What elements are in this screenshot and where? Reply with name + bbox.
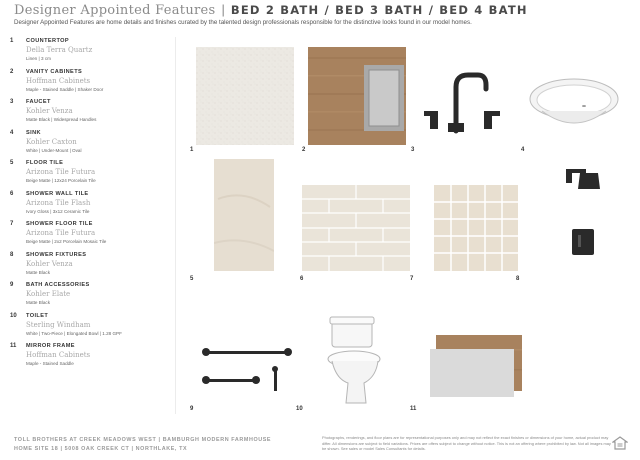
spec-category: FLOOR TILE <box>26 160 64 166</box>
page-subtitle: Designer Appointed Features are home details and finishes curated by the talented design professionals responsible for the distinctive looks found in our model homes. <box>14 19 472 26</box>
spec-item <box>10 282 160 313</box>
toilet-image <box>326 315 384 407</box>
item-number: 8 <box>516 276 520 282</box>
page-header <box>14 2 634 28</box>
spec-item <box>10 343 160 374</box>
item-number: 2 <box>302 147 306 153</box>
item-number: 6 <box>300 276 304 282</box>
spec-product: Sterling Windham <box>26 320 91 329</box>
item-number: 10 <box>296 406 303 412</box>
spec-product: Kohler Venza <box>26 259 73 268</box>
item-number: 3 <box>411 147 415 153</box>
spec-number: 6 <box>10 190 14 197</box>
spec-number: 3 <box>10 99 14 105</box>
spec-item <box>10 38 160 69</box>
spec-details: White | Two-Piece | Elongated Bowl | 1.28 GPF <box>26 330 122 336</box>
spec-details: Matte Black | Widespread Handles <box>26 117 97 122</box>
spec-item <box>10 69 160 100</box>
spec-product: Hoffman Cabinets <box>26 76 91 85</box>
countertop-swatch <box>196 47 294 145</box>
spec-category: SHOWER WALL TILE <box>26 190 89 197</box>
spec-category: FAUCET <box>26 99 51 105</box>
mirror-frame-swatch <box>430 335 522 397</box>
spec-item <box>10 313 160 344</box>
equal-housing-icon <box>612 436 628 455</box>
spec-details: Linen | 3 cm <box>26 56 51 61</box>
spec-number: 5 <box>10 160 14 166</box>
sink-image <box>528 75 620 135</box>
shower-fixtures-image <box>556 163 604 275</box>
spec-category: COUNTERTOP <box>26 38 70 44</box>
community-line: TOLL BROTHERS AT CREEK MEADOWS WEST | BAMBURGH MODERN FARMHOUSE <box>14 437 272 443</box>
spec-product: Kohler Venza <box>26 107 73 115</box>
spec-category: TOILET <box>26 312 49 319</box>
spec-details: Beige Matte | 2x2 Porcelain Mosaic Tile <box>26 239 107 244</box>
item-number: 7 <box>410 276 414 282</box>
item-number: 9 <box>190 406 194 412</box>
title-separator: | <box>221 2 225 17</box>
spec-details: White | Under-Mount | Oval <box>26 147 82 153</box>
spec-item <box>10 221 160 252</box>
spec-item <box>10 160 160 191</box>
spec-item <box>10 191 160 222</box>
spec-category: MIRROR FRAME <box>26 343 75 349</box>
community-info <box>14 436 271 454</box>
spec-category: SHOWER FLOOR TILE <box>26 221 93 227</box>
spec-product: Arizona Tile Futura <box>26 229 96 237</box>
spec-product: Kohler Caxton <box>26 137 77 146</box>
spec-number: 2 <box>10 68 14 75</box>
spec-category: SINK <box>26 129 41 136</box>
spec-details: Matte Black <box>26 269 50 275</box>
spec-number: 7 <box>10 221 14 227</box>
spec-list <box>10 38 160 374</box>
spec-product: Della Terra Quartz <box>26 46 93 54</box>
floor-tile-swatch <box>214 159 274 271</box>
spec-number: 4 <box>10 129 14 136</box>
faucet-image <box>424 57 504 137</box>
page-title: Designer Appointed Features <box>14 3 216 18</box>
bath-accessories-image <box>198 337 298 397</box>
title-row <box>14 2 634 18</box>
vanity-cabinet-swatch <box>308 47 406 145</box>
spec-product: Arizona Tile Futura <box>26 168 96 176</box>
spec-product: Hoffman Cabinets <box>26 351 91 359</box>
spec-item <box>10 130 160 161</box>
spec-details: Maple - Stained Saddle <box>26 361 74 366</box>
item-number: 1 <box>190 147 194 153</box>
spec-details: Ivory Gloss | 3x12 Ceramic Tile <box>26 208 90 214</box>
spec-number: 8 <box>10 251 14 258</box>
spec-category: SHOWER FIXTURES <box>26 251 87 258</box>
spec-number: 11 <box>10 343 17 349</box>
spec-number: 1 <box>10 38 14 44</box>
spec-category: VANITY CABINETS <box>26 68 83 75</box>
room-list: BED 2 BATH / BED 3 BATH / BED 4 BATH <box>230 3 528 17</box>
spec-category: BATH ACCESSORIES <box>26 282 90 288</box>
spec-details: Matte Black <box>26 300 50 305</box>
spec-product: Kohler Elate <box>26 290 71 298</box>
spec-product: Arizona Tile Flash <box>26 198 91 207</box>
spec-item <box>10 99 160 130</box>
spec-number: 9 <box>10 282 14 288</box>
spec-item <box>10 252 160 283</box>
spec-details: Maple - Stained Saddle | Shaker Door <box>26 86 104 92</box>
shower-floor-tile-swatch <box>434 185 518 271</box>
item-number: 4 <box>521 147 525 153</box>
disclaimer: Photographs, renderings, and floor plans are for representational purposes only and may not reflect the exact finishes or dimensions of your home, actual product may differ. All dimensions are subject to field variations. Prices are offers subject to change without notice. This is not an offering where prohibited by law. Not all images may be shown. See sales or model Sales Consultants for details. <box>322 435 611 451</box>
product-board <box>175 37 631 414</box>
item-number: 5 <box>190 276 194 282</box>
item-number: 11 <box>410 406 417 412</box>
spec-number: 10 <box>10 312 17 319</box>
spec-details: Beige Matte | 12x24 Porcelain Tile <box>26 178 96 183</box>
address-line: HOME SITE 18 | 5008 OAK CREEK CT | NORTHLAKE, TX <box>14 446 188 452</box>
shower-wall-tile-swatch <box>302 185 410 271</box>
